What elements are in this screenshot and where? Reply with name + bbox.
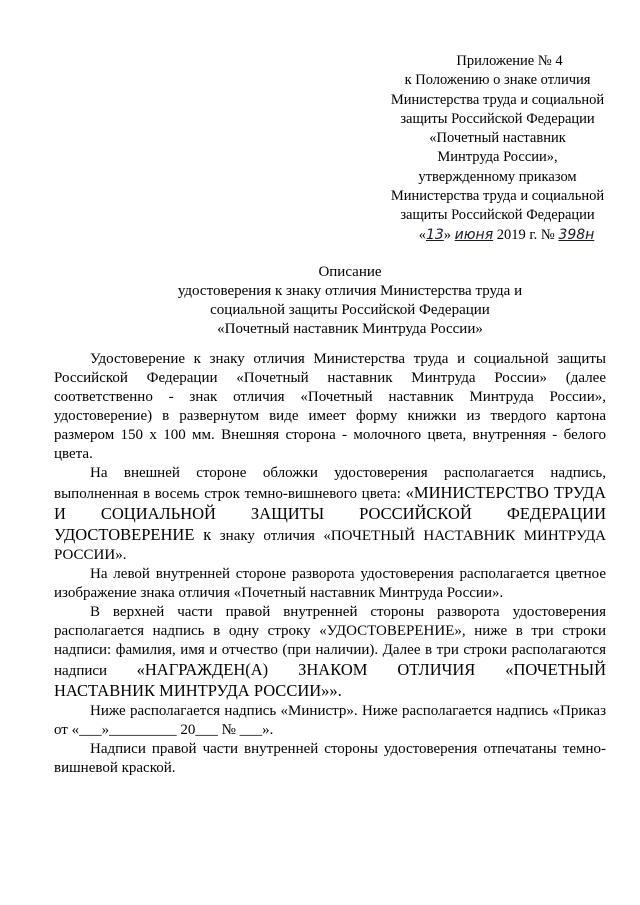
annex-line: Минтруда России», [437,149,558,166]
paragraph-6: Надписи правой части внутренней стороны удостоверения отпечатаны темно-вишневой краской. [54,741,606,776]
heading-title: Описание [318,264,382,280]
paragraph-2-inscription-end: знаку отличия «ПОЧЕТНЫЙ НАСТАВНИК МИНТРУДА РОССИИ». [54,528,607,563]
annex-line: защиты Российской Федерации [400,110,595,127]
paragraph-2-text: На внешней стороне обложки удостоверения располагается надпись, выполненная в восемь строк темно-вишневого цвета: [54,465,606,502]
date-day-handwritten: 13 [425,226,444,243]
paragraph-2-inscription: «МИНИСТЕРСТВО ТРУДА И СОЦИАЛЬНОЙ ЗАЩИТЫ РОССИЙСКОЙ ФЕДЕРАЦИИ УДОСТОВЕРЕНИЕ к [54,483,606,544]
date-open-quote: « [418,226,426,243]
annex-line: «Почетный наставник [429,130,566,147]
paragraph-4-text: В верхней части правой внутренней стороны разворота удостоверения располагается надпись в одну строку «УДОСТОВЕРЕНИЕ», ниже в три строки надписи: фамилия, имя и отчество (при наличии). Далее в три строки располагаются надписи [54,604,606,679]
paragraph-4 [54,603,606,702]
order-date-line [370,226,625,245]
document-body [54,350,606,778]
date-month-handwritten: июня [454,226,494,243]
annex-number: Приложение № 4 [456,53,563,69]
annex-line: Министерства труда и социальной [390,188,605,205]
annex-line: утвержденному приказом [418,168,577,185]
annex-line: к Положению о знаке отличия [404,72,591,89]
paragraph-1: Удостоверение к знаку отличия Министерства труда и социальной защиты Российской Федерации «Почетный наставник Минтруда России» (далее соответственно - знак отличия «Почетный наставник Минтруда России», удостоверение) в развернутом виде имеет форму книжки из твердого картона размером 150 х 100 мм. Внешняя сторона - молочного цвета, внутренняя - белого цвета. [54,351,606,462]
paragraph-5: Ниже располагается надпись «Министр». Ниже располагается надпись «Приказ от «___»_________ 20___ № ___». [54,703,606,738]
paragraph-3: На левой внутренней стороне разворота удостоверения располагается цветное изображение знака отличия «Почетный наставник Минтруда России». [54,566,606,601]
document-heading [100,263,600,339]
annex-line: защиты Российской Федерации [400,207,595,224]
heading-line: удостоверения к знаку отличия Министерства труда и [177,283,523,299]
heading-line: социальной защиты Российской Федерации [210,302,490,318]
order-number-handwritten: 398н [558,226,595,243]
paragraph-4-inscription: «НАГРАЖДЕН(А) ЗНАКОМ ОТЛИЧИЯ «ПОЧЕТНЫЙ НАСТАВНИК МИНТРУДА РОССИИ»». [54,660,606,700]
date-close-quote: » [443,226,452,243]
annex-block [370,52,625,245]
paragraph-2 [54,464,606,565]
annex-line: Министерства труда и социальной [390,91,605,108]
date-year-text: 2019 г. № [496,226,555,243]
heading-line: «Почетный наставник Минтруда России» [217,321,483,337]
